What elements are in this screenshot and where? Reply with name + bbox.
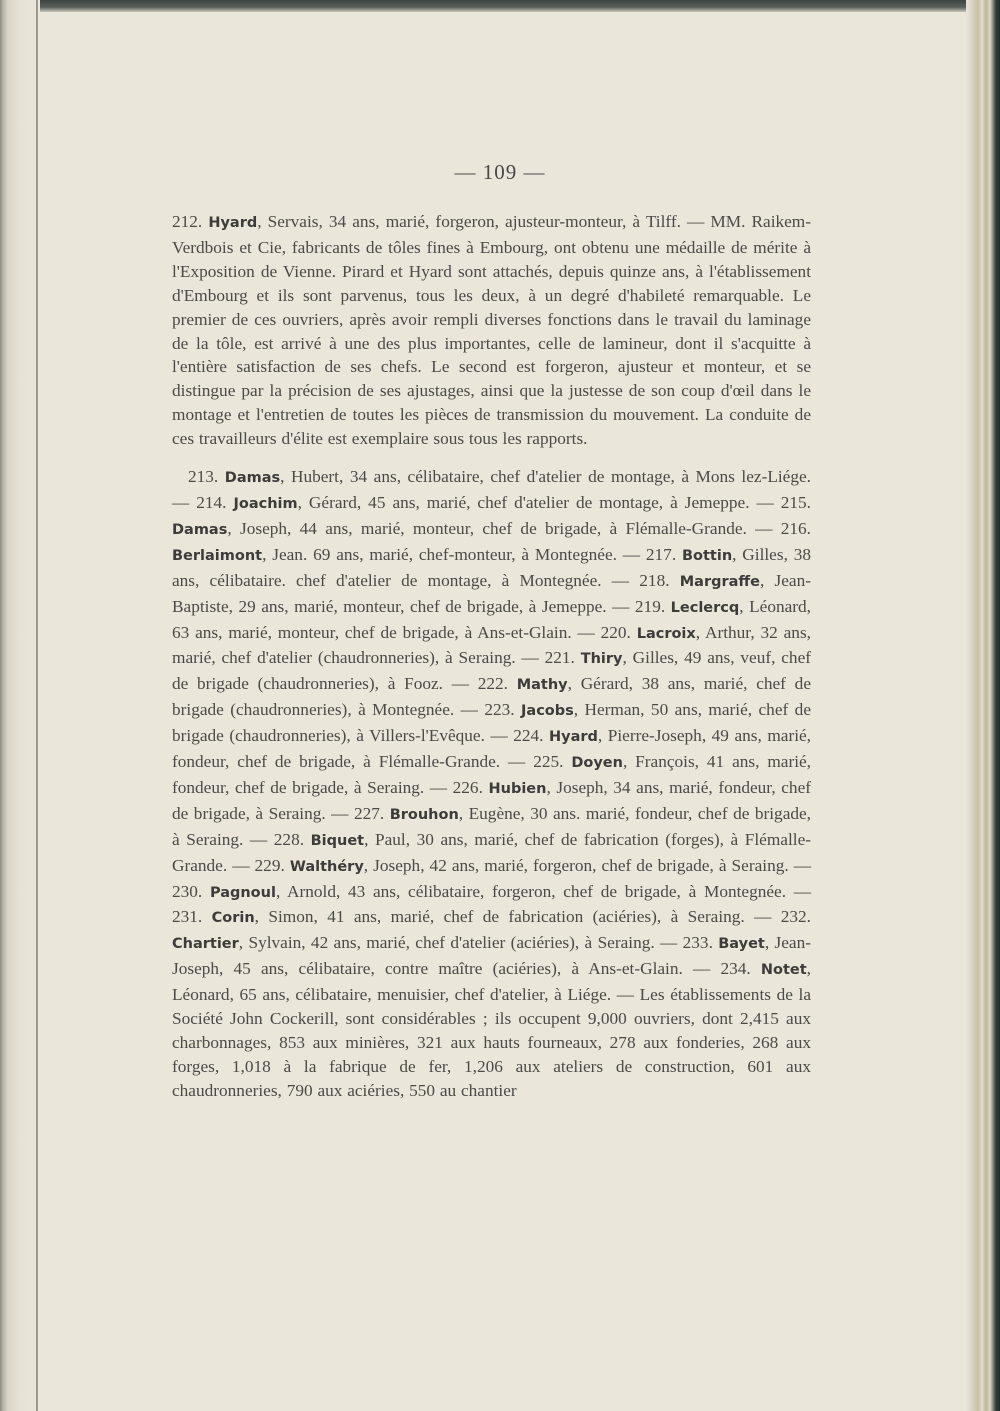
person-name: Biquet — [310, 832, 365, 849]
text-run: , Gérard, 45 ans, marié, chef d'atelier de montage, à Jemeppe. — 215. — [297, 492, 811, 512]
person-name: Bottin — [681, 547, 733, 564]
left-page-edge — [0, 0, 40, 1411]
text-run: , Jean-Baptiste, 29 ans, marié, monteur, chef de brigade, à Jemeppe. — 219. — [172, 570, 811, 616]
text-run: , Hubert, 34 ans, célibataire, chef d'atelier de montage, à Mons lez-Liége. — 214. — [172, 467, 811, 512]
person-name: Damas — [224, 470, 281, 487]
person-name: Hubien — [488, 780, 547, 797]
text-run: , Joseph, 44 ans, marié, monteur, chef de brigade, à Flémalle-Grande. — 216. — [227, 518, 811, 538]
text-run: , Jean. 69 ans, marié, chef-monteur, à Montegnée. — 217. — [262, 544, 682, 564]
text-run: , Herman, 50 ans, marié, chef de brigade (chaudronneries), à Villers-l'Evêque. — 224. — [172, 700, 811, 746]
person-name: Walthéry — [289, 858, 364, 875]
person-name: Lacroix — [636, 625, 696, 642]
person-name: Doyen — [571, 755, 623, 772]
paragraph-212 — [172, 210, 811, 451]
page-number: — 109 — — [454, 160, 546, 184]
text-run: , Jean-Joseph, 45 ans, célibataire, contre maître (aciéries), à Ans-et-Glain. — 234. — [172, 933, 811, 979]
right-page-edge — [966, 0, 1000, 1411]
text-run: , François, 41 ans, marié, fondeur, chef de brigade, à Seraing. — 226. — [172, 752, 811, 797]
top-binding-edge — [0, 0, 1000, 12]
person-name: Hyard — [208, 215, 258, 231]
person-name: Joachim — [233, 495, 298, 512]
text-run: , Simon, 41 ans, marié, chef de fabrication (aciéries), à Seraing. — 232. — [254, 907, 811, 927]
person-name: Margraffe — [679, 573, 760, 590]
person-name: Hyard — [549, 729, 598, 746]
gutter-line — [36, 0, 38, 1411]
person-name: Jacobs — [521, 703, 574, 720]
person-name: Berlaimont — [172, 547, 263, 564]
person-name: Corin — [211, 910, 255, 927]
text-run: , Arnold, 43 ans, célibataire, forgeron, chef de brigade, à Montegnée. — 231. — [172, 881, 812, 927]
text-run: , Arthur, 32 ans, marié, chef d'atelier (chaudronneries), à Seraing. — 221. — [172, 622, 811, 668]
person-name: Brouhon — [389, 806, 459, 823]
text-run: , Servais, 34 ans, marié, forgeron, ajusteur-monteur, à Tilff. — MM. Raikem-Verdbois et Cie, fabricants de tôles fines à Embourg, ont obtenu une médaille de mérite à l'Exposition de Vienne. Pirard et Hyard sont attachés, depuis quinze ans, à l'établissement d'Embourg et ils sont parvenus, tous les deux, à un degré d'habileté remarquable. Le premier de ces ouvriers, après avoir rempli diverses fonctions dans le travail du laminage de la tôle, est arrivé à une des plus importantes, celle de lamineur, dont il s'acquitte à l'entière satisfaction de ses chefs. Le second est forgeron, ajusteur et monteur, et se distingue par la précision de ses ajustages, ainsi que la justesse de son coup d'œil dans le montage et l'entretien de toutes les pièces de transmission du mouvement. La conduite de ces travailleurs d'élite est exemplaire sous tous les rapports. — [172, 212, 812, 449]
person-name: Leclercq — [670, 599, 740, 616]
text-run: , Sylvain, 42 ans, marié, chef d'atelier (aciéries), à Seraing. — 233. — [238, 933, 719, 953]
text-run: , Eugène, 30 ans. marié, fondeur, chef de brigade, à Seraing. — 228. — [172, 803, 812, 849]
text-run: , Léonard, 63 ans, marié, monteur, chef de brigade, à Ans-et-Glain. — 220. — [172, 596, 811, 642]
text-run: 212. — [172, 212, 209, 231]
text-run: , Joseph, 42 ans, marié, forgeron, chef de brigade, à Seraing. — 230. — [172, 855, 811, 901]
person-name: Damas — [172, 521, 228, 538]
person-name: Bayet — [718, 936, 765, 953]
person-name: Pagnoul — [209, 884, 276, 901]
text-run: , Paul, 30 ans, marié, chef de fabrication (forges), à Flémalle-Grande. — 229. — [172, 829, 811, 875]
text-run: , Gilles, 38 ans, célibataire. chef d'atelier de montage, à Montegnée. — 218. — [172, 544, 811, 590]
text-run: , Gilles, 49 ans, veuf, chef de brigade (chaudronneries), à Fooz. — 222. — [172, 648, 811, 694]
paragraph-213-234 — [172, 465, 811, 1103]
body-text — [172, 210, 811, 1103]
person-name: Chartier — [172, 936, 239, 953]
text-run: , Léonard, 65 ans, célibataire, menuisier, chef d'atelier, à Liége. — Les établissements de la Société John Cockerill, sont considérables ; ils occupent 9,000 ouvriers, dont 2,415 aux charbonnages, 853 aux minières, 321 aux hauts fourneaux, 278 aux fonderies, 268 aux forges, 1,018 à la fabrique de fer, 1,206 aux ateliers de construction, 601 aux chaudronneries, 790 aux aciéries, 550 au chantier — [172, 959, 811, 1100]
person-name: Mathy — [516, 677, 568, 694]
person-name: Notet — [760, 962, 807, 979]
text-run: 213. — [188, 467, 225, 487]
text-run: , Gérard, 38 ans, marié, chef de brigade (chaudronneries), à Montegnée. — 223. — [172, 674, 811, 720]
person-name: Thiry — [580, 651, 623, 668]
text-run: , Pierre-Joseph, 49 ans, marié, fondeur, chef de brigade, à Flémalle-Grande. — 225. — [172, 726, 811, 772]
text-run: , Joseph, 34 ans, marié, fondeur, chef de brigade, à Seraing. — 227. — [172, 777, 812, 823]
